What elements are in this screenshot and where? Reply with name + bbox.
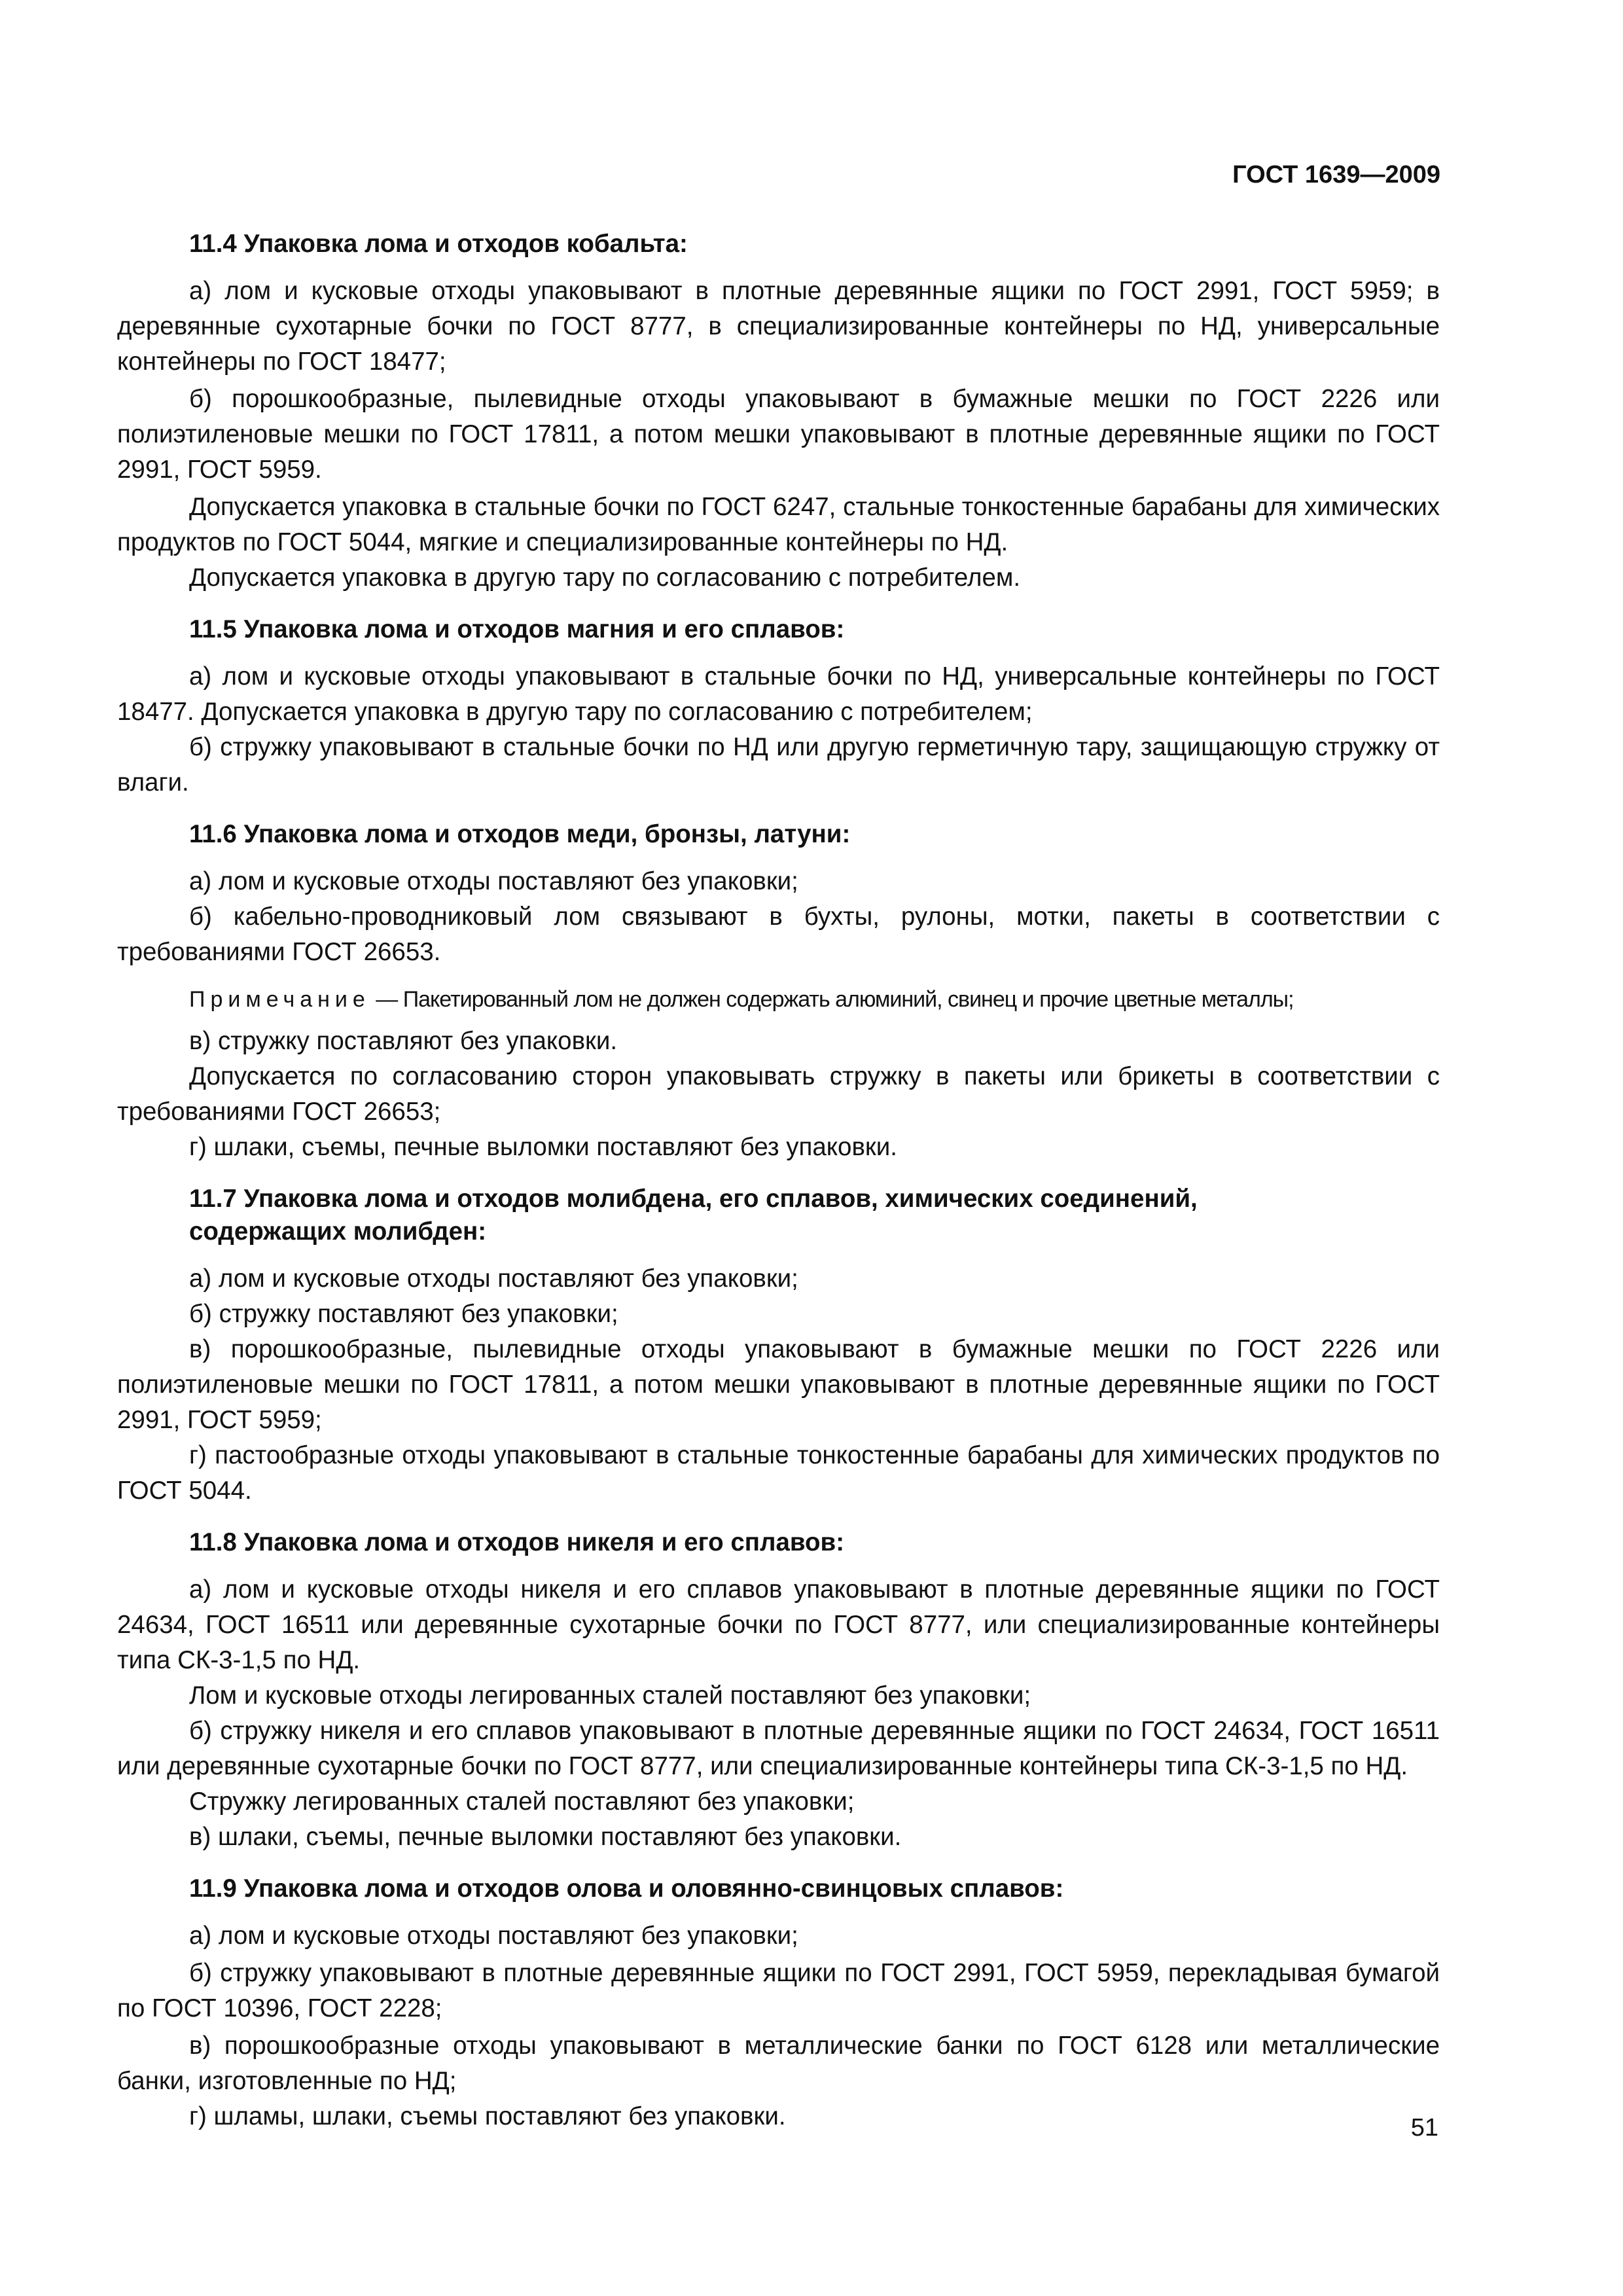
page-content (117, 228, 1440, 2134)
paragraph: а) лом и кусковые отходы никеля и его сплавов упаковывают в плотные деревянные ящики по ГОСТ 24634, ГОСТ 16511 или деревянные сухотарные бочки по ГОСТ 8777, или специализированные контейнеры типа СК-3-1,5 по НД. (117, 1575, 1440, 1674)
section-title-line: содержащих молибден: (189, 1217, 487, 1246)
section-title-11-5: 11.5 Упаковка лома и отходов магния и его сплавов: (189, 615, 845, 643)
paragraph: б) стружку поставляют без упаковки; (189, 1300, 618, 1328)
page-number: 51 (1410, 2114, 1438, 2142)
section-title-11-9: 11.9 Упаковка лома и отходов олова и оловянно-свинцовых сплавов: (189, 1874, 1064, 1903)
section-title-11-6: 11.6 Упаковка лома и отходов меди, бронзы, латуни: (189, 820, 851, 848)
paragraph: а) лом и кусковые отходы поставляют без упаковки; (189, 867, 798, 895)
paragraph: в) стружку поставляют без упаковки. (189, 1027, 618, 1055)
paragraph: б) порошкообразные, пылевидные отходы упаковывают в бумажные мешки по ГОСТ 2226 или полиэтиленовые мешки по ГОСТ 17811, а потом мешки упаковывают в плотные деревянные ящики по ГОСТ 2991, ГОСТ 5959. (117, 385, 1440, 484)
paragraph: б) кабельно-проводниковый лом связывают в бухты, рулоны, мотки, пакеты в соответствии с требованиями ГОСТ 26653. (117, 903, 1440, 966)
paragraph: Допускается упаковка в другую тару по согласованию с потребителем. (189, 564, 1021, 592)
paragraph: б) стружку никеля и его сплавов упаковывают в плотные деревянные ящики по ГОСТ 24634, ГОСТ 16511 или деревянные сухотарные бочки по ГОСТ 8777, или специализированные контейнеры типа СК-3-1,5 по НД. (117, 1717, 1440, 1780)
paragraph: в) шлаки, съемы, печные выломки поставляют без упаковки. (189, 1823, 902, 1851)
section-title-11-8: 11.8 Упаковка лома и отходов никеля и его сплавов: (189, 1528, 845, 1556)
paragraph: б) стружку упаковывают в стальные бочки по НД или другую герметичную тару, защищающую стружку от влаги. (117, 733, 1440, 797)
section-title-line: 11.7 Упаковка лома и отходов молибдена, его сплавов, химических соединений, (189, 1185, 1198, 1213)
paragraph: а) лом и кусковые отходы поставляют без упаковки; (189, 1265, 798, 1293)
paragraph: Лом и кусковые отходы легированных сталей поставляют без упаковки; (189, 1681, 1031, 1710)
paragraph: Стружку легированных сталей поставляют без упаковки; (189, 1787, 855, 1816)
section-title-11-7 (117, 1183, 1440, 1248)
section-title-11-4: 11.4 Упаковка лома и отходов кобальта: (189, 230, 688, 258)
paragraph: Допускается по согласованию сторон упаковывать стружку в пакеты или брикеты в соответствии с требованиями ГОСТ 26653; (117, 1062, 1440, 1126)
note-text: — Пакетированный лом не должен содержать алюминий, свинец и прочие цветные металлы; (370, 987, 1294, 1012)
paragraph: а) лом и кусковые отходы упаковывают в плотные деревянные ящики по ГОСТ 2991, ГОСТ 5959; в деревянные сухотарные бочки по ГОСТ 8777, в специализированные контейнеры по НД, универсальные контейнеры по ГОСТ 18477; (117, 277, 1440, 376)
paragraph: г) шламы, шлаки, съемы поставляют без упаковки. (189, 2102, 786, 2130)
paragraph: б) стружку упаковывают в плотные деревянные ящики по ГОСТ 2991, ГОСТ 5959, перекладывая бумагой по ГОСТ 10396, ГОСТ 2228; (117, 1959, 1440, 2022)
paragraph: г) пастообразные отходы упаковывают в стальные тонкостенные барабаны для химических продуктов по ГОСТ 5044. (117, 1441, 1440, 1505)
paragraph: а) лом и кусковые отходы упаковывают в стальные бочки по НД, универсальные контейнеры по ГОСТ 18477. Допускается упаковка в другую тару по согласованию с потребителем; (117, 662, 1440, 726)
paragraph: в) порошкообразные, пылевидные отходы упаковывают в бумажные мешки по ГОСТ 2226 или полиэтиленовые мешки по ГОСТ 17811, а потом мешки упаковывают в плотные деревянные ящики по ГОСТ 2991, ГОСТ 5959; (117, 1335, 1440, 1434)
paragraph: г) шлаки, съемы, печные выломки поставляют без упаковки. (189, 1133, 897, 1161)
paragraph: в) порошкообразные отходы упаковывают в металлические банки по ГОСТ 6128 или металлические банки, изготовленные по НД; (117, 2032, 1440, 2095)
note (117, 983, 1440, 1016)
paragraph: Допускается упаковка в стальные бочки по ГОСТ 6247, стальные тонкостенные барабаны для химических продуктов по ГОСТ 5044, мягкие и специализированные контейнеры по НД. (117, 493, 1440, 556)
paragraph: а) лом и кусковые отходы поставляют без упаковки; (189, 1922, 798, 1950)
note-label: Примечание (189, 987, 370, 1012)
standard-header: ГОСТ 1639—2009 (1232, 161, 1440, 188)
